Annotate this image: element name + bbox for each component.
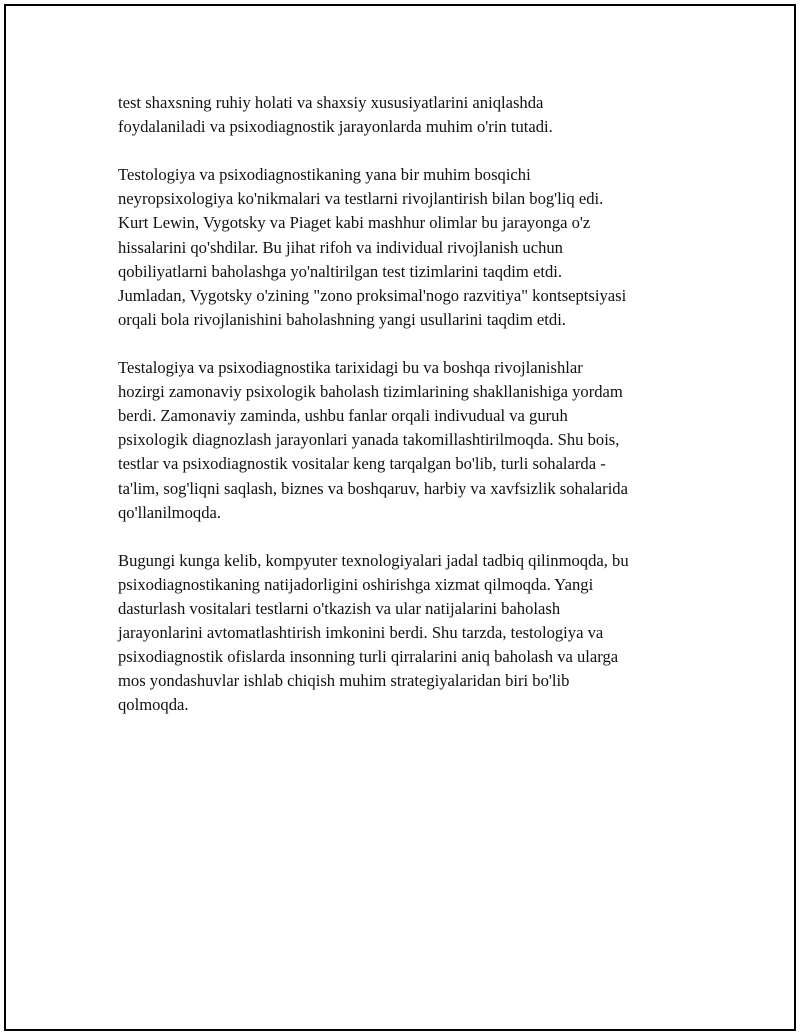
text-line: qo'llanilmoqda. [118,502,221,522]
text-line: jarayonlarini avtomatlashtirish imkonini berdi. Shu tarzda, testologiya va [118,623,604,643]
text-line: Testalogiya va psixodiagnostika tarixidagi bu va boshqa rivojlanishlar [118,358,583,378]
text-line: ta'lim, sog'liqni saqlash, biznes va boshqaruv, harbiy va xavfsizlik sohalarida [118,478,628,498]
text-line: hissalarini qo'shdilar. Bu jihat rifoh va individual rivojlanish uchun [118,237,563,257]
paragraph-1 [118,91,678,139]
text-line: qobiliyatlarni baholashga yo'naltirilgan test tizimlarini taqdim etdi. [118,261,563,281]
text-line: berdi. Zamonaviy zaminda, ushbu fanlar orqali indivudual va guruh [118,406,568,426]
text-line: dasturlash vositalari testlarni o'tkazish va ular natijalarini baholash [118,598,561,618]
text-line: hozirgi zamonaviy psixologik baholash tizimlarining shakllanishiga yordam [118,382,623,402]
text-line: Bugungi kunga kelib, kompyuter texnologiyalari jadal tadbiq qilinmoqda, bu [118,550,629,570]
text-line: testlar va psixodiagnostik vositalar keng tarqalgan bo'lib, turli sohalarda - [118,454,606,474]
text-line: neyropsixologiya ko'nikmalari va testlarni rivojlantirish bilan bog'liq edi. [118,189,604,209]
text-line: psixologik diagnozlash jarayonlari yanada takomillashtirilmoqda. Shu bois, [118,430,620,450]
document-body [118,91,678,742]
text-line: foydalaniladi va psixodiagnostik jarayonlarda muhim o'rin tutadi. [118,117,553,137]
text-line: test shaxsning ruhiy holati va shaxsiy xususiyatlarini aniqlashda [118,93,544,112]
text-line: orqali bola rivojlanishini baholashning yangi usullarini taqdim etdi. [118,309,566,329]
text-line: Testologiya va psixodiagnostikaning yana bir muhim bosqichi [118,165,531,185]
text-line: qolmoqda. [118,695,189,715]
text-line: Kurt Lewin, Vygotsky va Piaget kabi mashhur olimlar bu jarayonga o'z [118,213,591,233]
text-line: psixodiagnostik ofislarda insonning turli qirralarini aniq baholash va ularga [118,647,619,667]
paragraph-4 [118,549,678,718]
paragraph-2 [118,163,678,332]
paragraph-3 [118,356,678,525]
text-line: psixodiagnostikaning natijadorligini oshirishga xizmat qilmoqda. Yangi [118,574,594,594]
text-line: mos yondashuvlar ishlab chiqish muhim strategiyalaridan biri bo'lib [118,671,570,691]
text-line: Jumladan, Vygotsky o'zining "zono proksimal'nogo razvitiya" kontseptsiyasi [118,285,627,305]
